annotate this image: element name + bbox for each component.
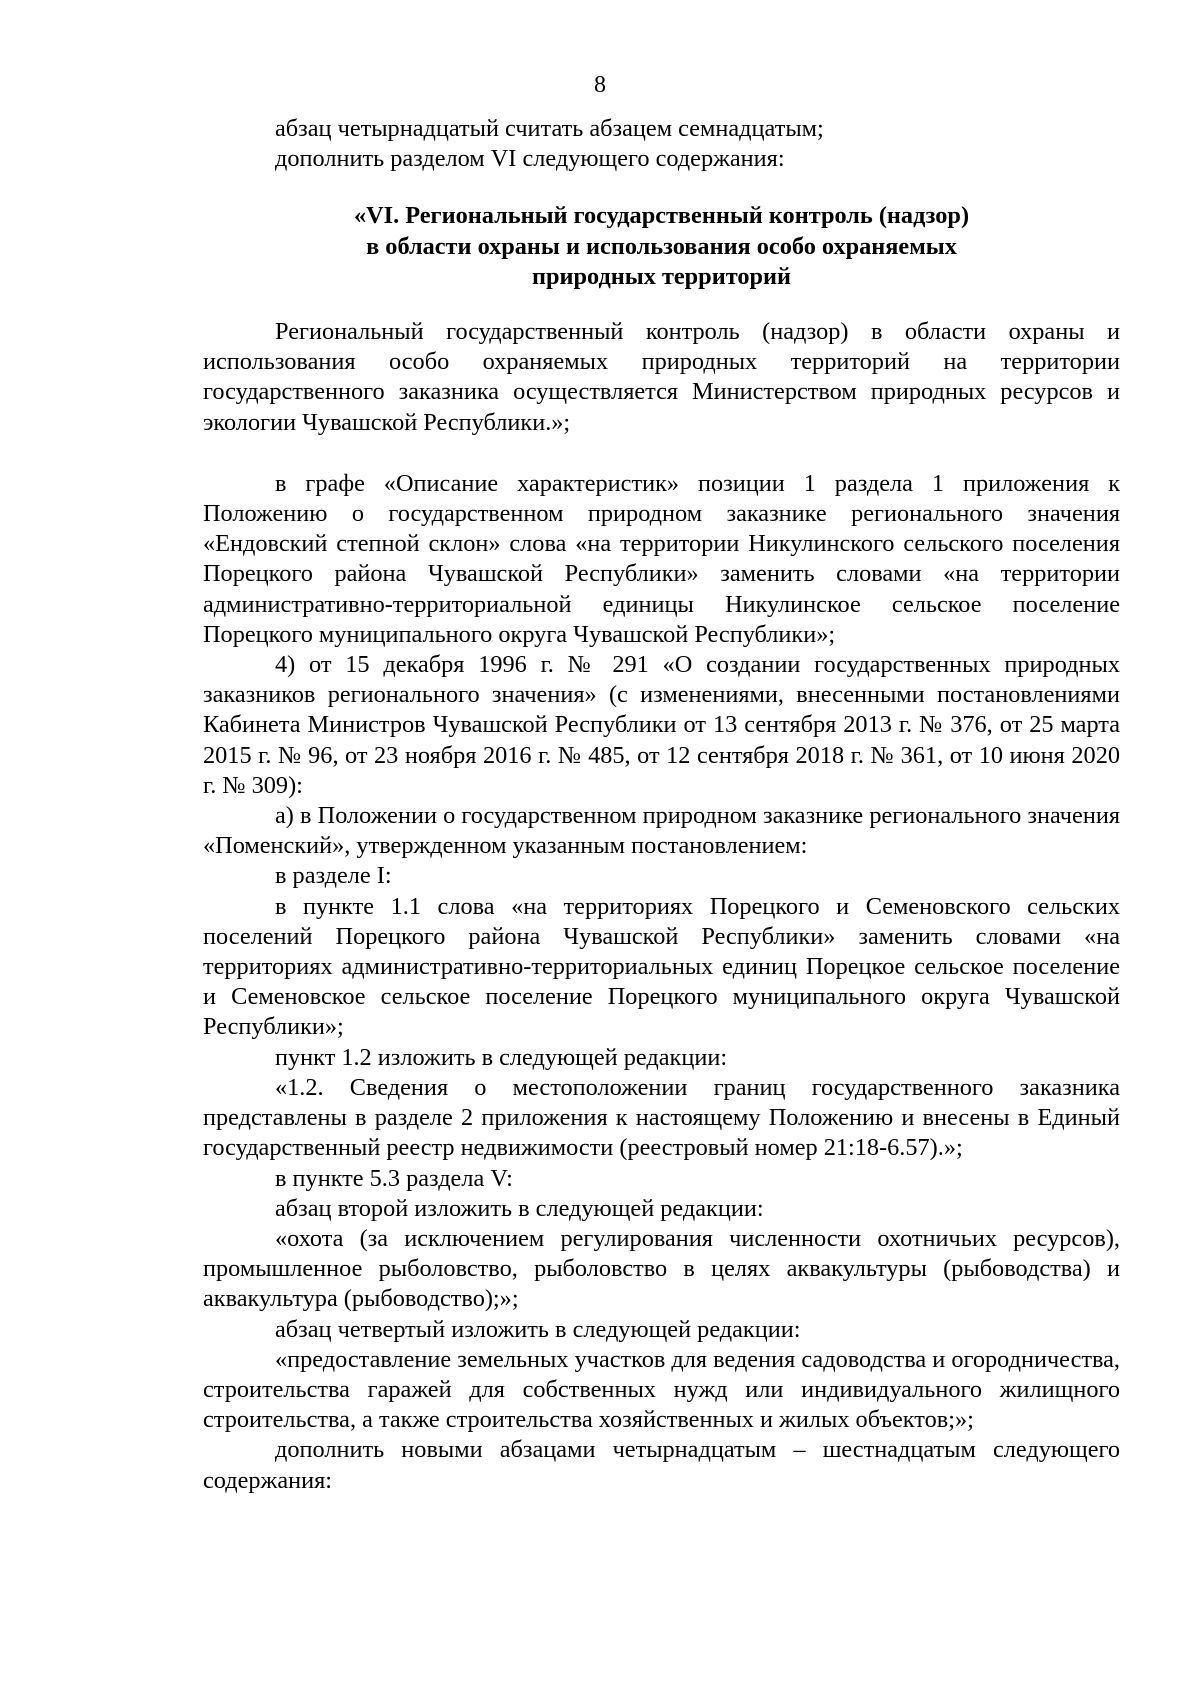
page-number: 8 [594,72,606,98]
section-heading-line-1: «VI. Региональный государственный контроль (надзор) [353,202,970,230]
paragraph-section-1: в разделе I: [275,862,392,890]
paragraph-hunting: «охота (за исключением регулирования численности охотничьих ресурсов), промышленное рыболовство, рыболовство в целях аквакультуры (рыбоводства) и аквакультура (рыбоводство);»; [203,1224,1120,1313]
paragraph-land-plots: «предоставление земельных участков для ведения садоводства и огородничества, строительства гаражей для собственных нужд или индивидуального жилищного строительства, а также строительства хозяйственных и жилых объектов;»; [203,1345,1120,1434]
intro-line-1: абзац четырнадцатый считать абзацем семнадцатым; [275,115,824,142]
paragraph-second-abzac-intro: абзац второй изложить в следующей редакции: [275,1194,764,1222]
paragraph-pomensky: а) в Положении о государственном природном заказнике регионального значения «Поменский», утвержденном указанным постановлением: [203,802,1120,860]
paragraph-fourth-abzac-intro: абзац четвертый изложить в следующей редакции: [275,1315,801,1343]
paragraph-item-1-1: в пункте 1.1 слова «на территориях Порецкого и Семеновского сельских поселений Порецкого района Чувашской Республики» заменить словами «на территориях административно-территориальных единиц Порецкое сельское поселение и Семеновское сельское поселение Порецкого муниципального округа Чувашской Республики»; [203,892,1120,1041]
section-heading-line-2: в области охраны и использования особо охраняемых [366,232,957,260]
paragraph-item-1-2-text: «1.2. Сведения о местоположении границ государственного заказника представлены в разделе 2 приложения к настоящему Положению и внесены в Единый государственный реестр недвижимости (реестровый номер 21:18-6.57).»; [203,1073,1120,1162]
paragraph-regional-control: Региональный государственный контроль (надзор) в области охраны и использования особо охраняемых природных территорий на территории государственного заказника осуществляется Министерством природных ресурсов и экологии Чувашской Республики.»; [203,318,1120,436]
section-heading-line-3: природных территорий [532,262,791,290]
paragraph-decree-291: 4) от 15 декабря 1996 г. № 291 «О создании государственных природных заказников регионального значения» (с изменениями, внесенными постановлениями Кабинета Министров Чувашской Республики от 13 сентября 2013 г. № 376, от 25 марта 2015 г. № 96, от 23 ноября 2016 г. № 485, от 12 сентября 2018 г. № 361, от 10 июня 2020 г. № 309): [203,651,1120,799]
paragraph-endovsky: в графе «Описание характеристик» позиции 1 раздела 1 приложения к Положению о государственном природном заказнике регионального значения «Ендовский степной склон» слова «на территории Никулинского сельского поселения Порецкого района Чувашской Республики» заменить словами «на территории административно-территориальной единицы Никулинское сельское поселение Порецкого муниципального округа Чувашской Республики»; [203,469,1120,648]
paragraph-item-5-3: в пункте 5.3 раздела V: [275,1164,513,1192]
paragraph-new-abzacs: дополнить новыми абзацами четырнадцатым – шестнадцатым следующего содержания: [203,1436,1120,1494]
section-heading [203,201,1120,292]
intro-line-2: дополнить разделом VI следующего содержания: [275,145,785,173]
document-body [203,114,1120,1496]
paragraph-item-1-2-intro: пункт 1.2 изложить в следующей редакции: [275,1043,728,1071]
